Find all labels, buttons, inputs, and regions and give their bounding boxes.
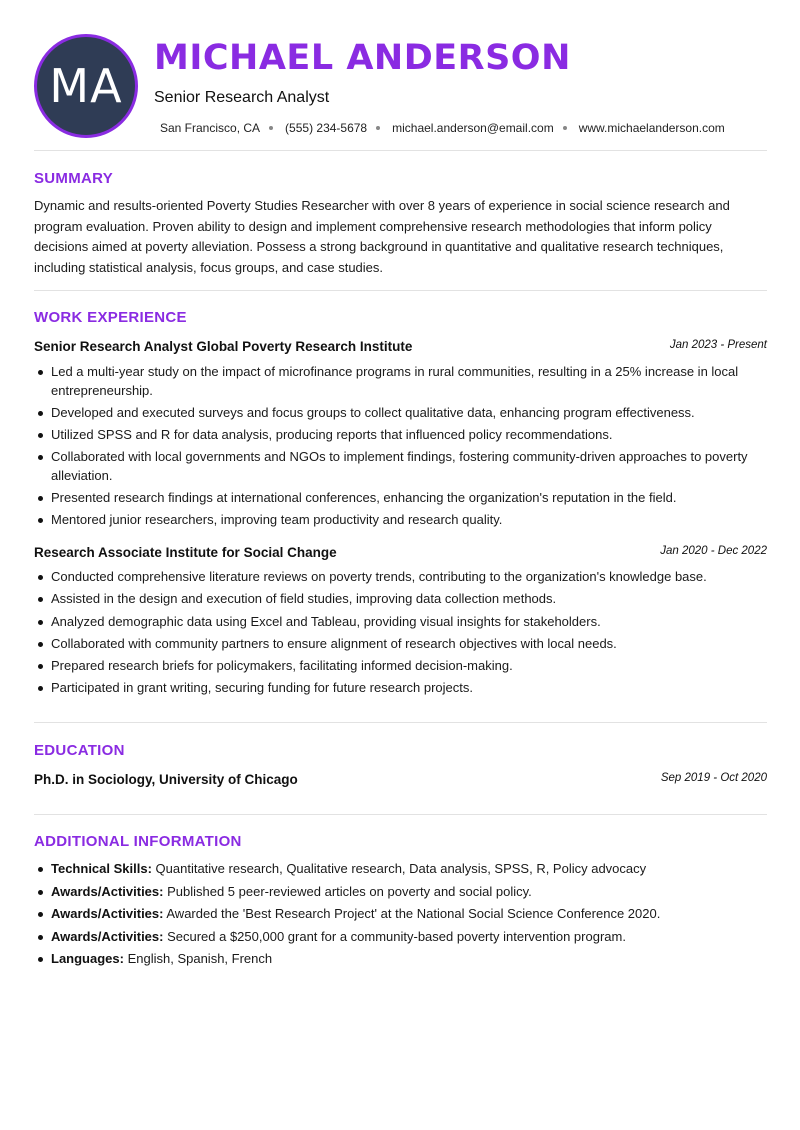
item-label: Languages: (51, 951, 124, 966)
list-item: Mentored junior researchers, improving team productivity and research quality. (34, 511, 767, 530)
candidate-name: MICHAEL ANDERSON (154, 38, 571, 78)
section-divider (34, 722, 767, 723)
contact-email[interactable]: michael.anderson@email.com (392, 121, 554, 135)
job-role: Research Associate Institute for Social Change (34, 545, 337, 560)
list-item (34, 883, 767, 901)
list-item: Analyzed demographic data using Excel and Tableau, providing visual insights for stakeholders. (34, 613, 767, 632)
item-text: Quantitative research, Qualitative research, Data analysis, SPSS, R, Policy advocacy (151, 861, 647, 876)
resume-header (34, 34, 767, 138)
item-label: Awards/Activities: (51, 883, 164, 899)
separator-dot-icon (376, 126, 380, 130)
list-item: Developed and executed surveys and focus groups to collect qualitative data, enhancing program effectiveness. (34, 404, 767, 423)
contact-phone: (555) 234-5678 (285, 121, 368, 135)
section-divider (34, 290, 767, 291)
list-item: Utilized SPSS and R for data analysis, producing reports that influenced policy recommendations. (34, 426, 767, 445)
job-dates: Jan 2020 - Dec 2022 (660, 545, 767, 557)
contact-website[interactable]: www.michaelanderson.com (578, 121, 725, 135)
item-text: Published 5 peer-reviewed articles on poverty and social policy. (163, 883, 532, 899)
list-item: Prepared research briefs for policymakers, facilitating informed decision-making. (34, 657, 767, 676)
list-item (34, 905, 767, 923)
list-item: Participated in grant writing, securing funding for future research projects. (34, 679, 767, 698)
education-entry (34, 771, 767, 789)
education-heading: EDUCATION (34, 742, 125, 759)
list-item (34, 950, 767, 968)
avatar-initials: MA (49, 59, 123, 113)
job-header (34, 338, 767, 356)
separator-dot-icon (563, 126, 567, 130)
avatar (34, 34, 138, 138)
item-label: Awards/Activities: (51, 928, 164, 944)
item-text: Secured a $250,000 grant for a community-based poverty intervention program. (163, 928, 626, 944)
section-divider (34, 150, 767, 151)
additional-info-list (34, 860, 767, 973)
job-bullets (34, 363, 767, 534)
work-experience-heading: WORK EXPERIENCE (34, 309, 187, 326)
list-item: Assisted in the design and execution of field studies, improving data collection methods. (34, 590, 767, 609)
list-item: Collaborated with community partners to ensure alignment of research objectives with local needs. (34, 635, 767, 654)
job-header (34, 544, 767, 562)
contact-info (160, 121, 725, 135)
job-bullets (34, 568, 767, 702)
list-item: Presented research findings at international conferences, enhancing the organization's reputation in the field. (34, 489, 767, 508)
item-text: Awarded the 'Best Research Project' at the National Social Science Conference 2020. (163, 906, 661, 921)
education-dates: Sep 2019 - Oct 2020 (660, 772, 767, 784)
list-item: Collaborated with local governments and NGOs to implement findings, fostering community-driven approaches to poverty alleviation. (34, 448, 767, 485)
contact-location: San Francisco, CA (160, 121, 261, 135)
list-item (34, 860, 767, 878)
additional-info-heading: ADDITIONAL INFORMATION (34, 833, 242, 850)
job-role: Senior Research Analyst Global Poverty Research Institute (34, 339, 413, 354)
candidate-title: Senior Research Analyst (154, 89, 330, 106)
item-label: Awards/Activities: (51, 906, 164, 921)
item-text: English, Spanish, French (123, 951, 273, 966)
list-item: Led a multi-year study on the impact of microfinance programs in rural communities, resulting in a 25% increase in local entrepreneurship. (34, 363, 767, 400)
section-divider (34, 814, 767, 815)
summary-heading: SUMMARY (34, 170, 114, 187)
summary-text: Dynamic and results-oriented Poverty Studies Researcher with over 8 years of experience in social science research and program evaluation. Proven ability to design and implement comprehensive research methodologies that inform policy decisions aimed at poverty alleviation. Possess a strong background in quantitative and qualitative research techniques, including statistical analysis, focus groups, and case studies. (34, 198, 730, 275)
list-item (34, 928, 767, 946)
item-label: Technical Skills: (51, 861, 152, 876)
separator-dot-icon (269, 126, 273, 130)
job-dates: Jan 2023 - Present (669, 339, 767, 351)
education-degree: Ph.D. in Sociology, University of Chicago (34, 772, 298, 787)
list-item: Conducted comprehensive literature reviews on poverty trends, contributing to the organization's knowledge base. (34, 568, 767, 587)
